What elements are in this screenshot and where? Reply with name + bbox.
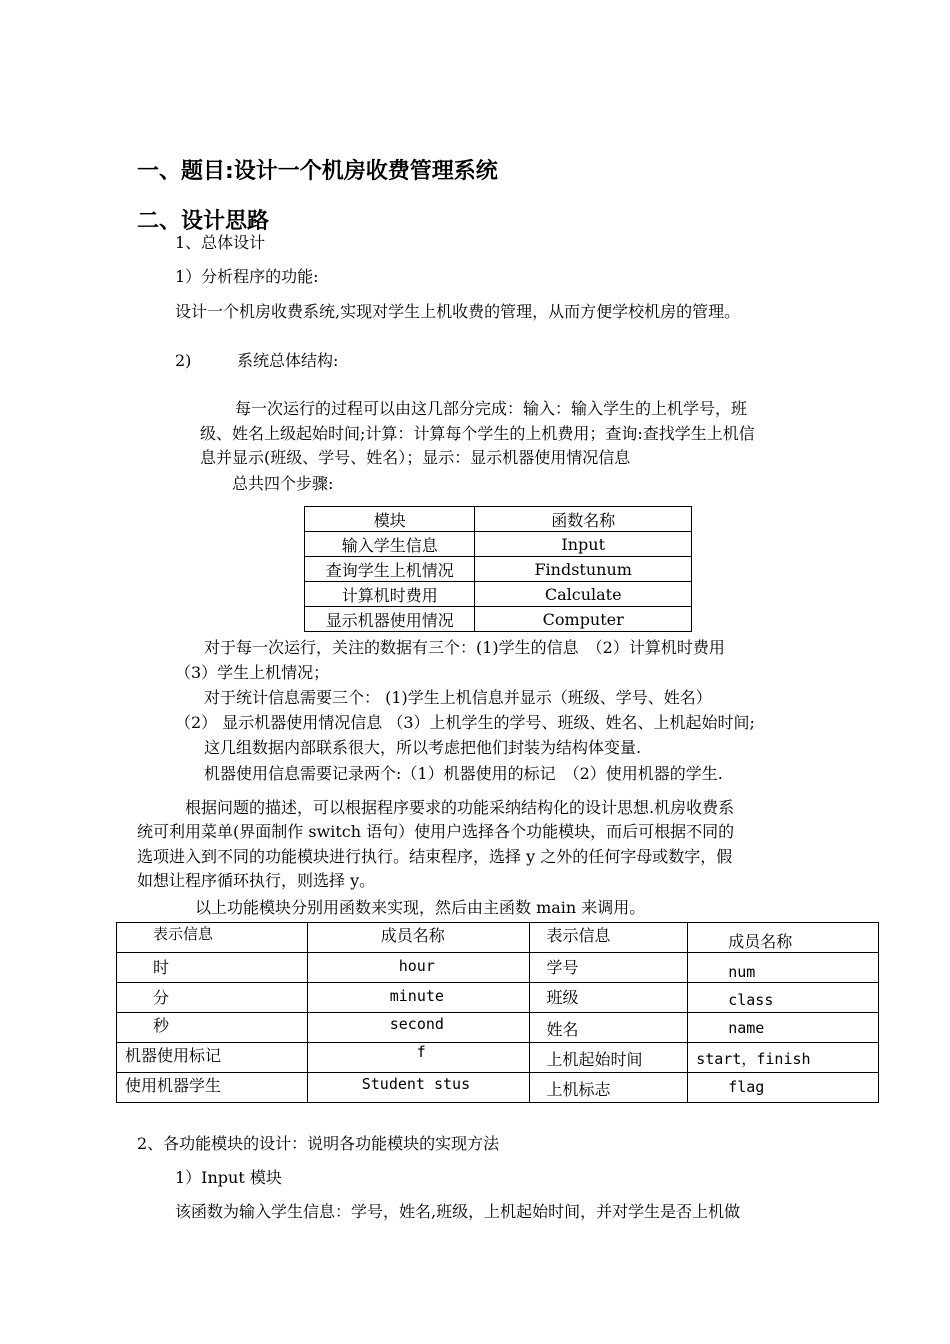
table-cell: 秒 [153, 1016, 170, 1035]
table-cell: Calculate [475, 582, 692, 607]
paragraph-line: 机器使用信息需要记录两个:（1）机器使用的标记 （2）使用机器的学生. [204, 764, 723, 783]
table-cell: Findstunum [475, 557, 692, 582]
table-cell: hour [398, 957, 435, 975]
table-header-cell: 模块 [305, 507, 475, 532]
subsection-system-structure: 系统总体结构: [237, 351, 339, 370]
table-cell: 输入学生信息 [305, 532, 475, 557]
module-function-table [304, 506, 692, 632]
table-header-row [117, 923, 879, 953]
table-cell: 分 [153, 988, 170, 1007]
table-cell: second [389, 1015, 444, 1033]
paragraph-line: 选项进入到不同的功能模块进行执行。结束程序，选择 y 之外的任何字母或数字，假 [137, 847, 733, 866]
table-cell: num [728, 963, 756, 981]
table-cell: 显示机器使用情况 [305, 607, 475, 632]
table-header-cell: 成员名称 [380, 926, 445, 945]
subsection-analyze-functions: 1）分析程序的功能: [175, 267, 319, 286]
paragraph-line: 根据问题的描述，可以根据程序要求的功能采纳结构化的设计思想.机房收费系 [185, 798, 735, 817]
table-header-cell: 函数名称 [475, 507, 692, 532]
table-cell: Student stus [361, 1075, 471, 1093]
paragraph-line: 如想让程序循环执行，则选择 y。 [137, 871, 376, 890]
table-row [305, 607, 692, 632]
table-cell: 机器使用标记 [125, 1046, 222, 1065]
struct-members-table [116, 922, 879, 1103]
table-header-cell: 成员名称 [728, 932, 793, 951]
table-row [117, 1043, 879, 1073]
table-header-cell: 表示信息 [546, 926, 611, 945]
paragraph-line: 这几组数据内部联系很大，所以考虑把他们封装为结构体变量. [204, 738, 642, 757]
table-cell: class [728, 991, 774, 1009]
table-cell: 查询学生上机情况 [305, 557, 475, 582]
table-cell: minute [389, 987, 444, 1005]
table-row [117, 1013, 879, 1043]
subsection-overall-design: 1、总体设计 [175, 233, 266, 252]
table-row [117, 953, 879, 983]
paragraph-line: 息并显示(班级、学号、姓名）；显示：显示机器使用情况信息 [200, 448, 631, 467]
subsection-number: 2) [175, 351, 192, 370]
table-row [117, 983, 879, 1013]
table-cell: 班级 [546, 988, 579, 1007]
paragraph-line: （2） 显示机器使用情况信息 （3）上机学生的学号、班级、姓名、上机起始时间; [175, 713, 755, 732]
table-header-cell: 表示信息 [153, 925, 214, 943]
paragraph-line: 以上功能模块分别用函数来实现，然后由主函数 main 来调用。 [195, 898, 646, 917]
table-cell: f [416, 1043, 426, 1061]
section-heading-design: 二、设计思路 [137, 209, 270, 234]
table-row [117, 1073, 879, 1103]
table-cell: 上机起始时间 [546, 1050, 643, 1069]
table-cell: Input [475, 532, 692, 557]
paragraph-line: 总共四个步骤: [232, 474, 334, 493]
table-cell: Computer [475, 607, 692, 632]
paragraph-line: 对于每一次运行，关注的数据有三个：(1)学生的信息 （2）计算机时费用 [204, 638, 725, 657]
subsection-module-design: 2、各功能模块的设计：说明各功能模块的实现方法 [137, 1134, 500, 1153]
table-header-row [305, 507, 692, 532]
subsection-input-module: 1）Input 模块 [175, 1168, 282, 1187]
table-row [305, 557, 692, 582]
paragraph-line: 每一次运行的过程可以由这几部分完成：输入：输入学生的上机学号，班 [235, 399, 748, 418]
table-cell: 上机标志 [546, 1080, 611, 1099]
table-cell: 使用机器学生 [125, 1076, 222, 1095]
table-row [305, 582, 692, 607]
input-module-text: 该函数为输入学生信息：学号，姓名,班级，上机起始时间，并对学生是否上机做 [175, 1202, 741, 1221]
table-cell: start，finish [696, 1050, 811, 1068]
table-cell: 姓名 [546, 1020, 579, 1039]
analyze-functions-text: 设计一个机房收费系统,实现对学生上机收费的管理，从而方便学校机房的管理。 [175, 302, 741, 321]
paragraph-line: （3）学生上机情况； [175, 663, 330, 682]
paragraph-line: 级、姓名上级起始时间;计算：计算每个学生的上机费用；查询:查找学生上机信 [200, 424, 755, 443]
table-row [305, 532, 692, 557]
page-title: 一、题目:设计一个机房收费管理系统 [137, 159, 498, 184]
paragraph-line: 对于统计信息需要三个： (1)学生上机信息并显示（班级、学号、姓名） [204, 688, 712, 707]
table-cell: 学号 [546, 958, 579, 977]
table-cell: 计算机时费用 [305, 582, 475, 607]
table-cell: 时 [153, 958, 170, 977]
table-cell: name [728, 1019, 765, 1037]
table-cell: flag [728, 1078, 765, 1096]
paragraph-line: 统可利用菜单(界面制作 switch 语句）使用户选择各个功能模块，而后可根据不同的 [137, 822, 735, 841]
